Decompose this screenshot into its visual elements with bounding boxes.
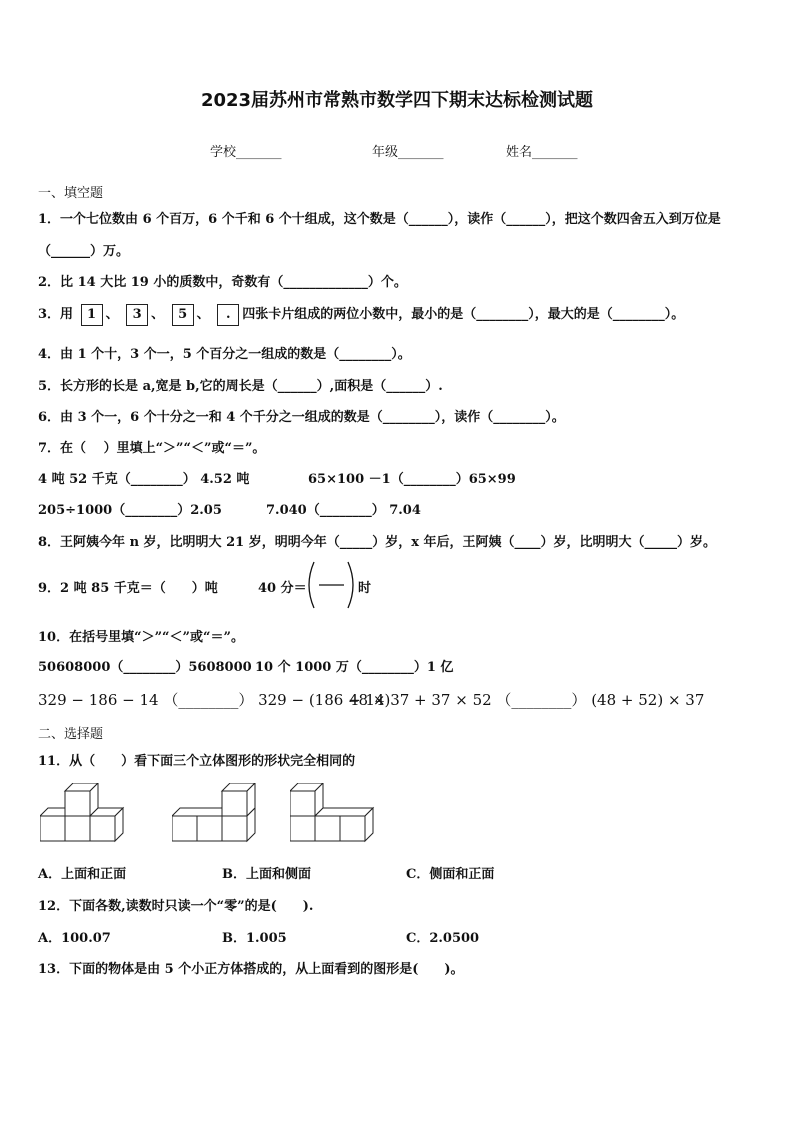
fraction-blank — [304, 560, 358, 610]
cube-figure-2 — [172, 783, 262, 847]
separator: 、 — [196, 307, 210, 322]
section-heading-fill-in: 一、填空题 — [38, 186, 104, 201]
number-card-dot: . — [217, 304, 239, 326]
question-7: 7．在（ ）里填上“＞”“＜”或“＝”。 — [38, 441, 266, 456]
question-10-item-c: 329 − 186 − 14 （________） 329 − (186 − 14) — [38, 691, 391, 709]
question-10-item-b: 10 个 1000 万（________）1 亿 — [255, 660, 454, 675]
page-title: 2023届苏州市常熟市数学四下期末达标检测试题 — [200, 90, 594, 111]
question-10: 10．在括号里填“＞”“＜”或“＝”。 — [38, 630, 244, 645]
separator: 、 — [151, 307, 165, 322]
question-11-option-b: B．上面和侧面 — [222, 867, 311, 882]
question-7-item-a: 4 吨 52 千克（________） 4.52 吨 — [38, 472, 250, 487]
question-11-option-c: C．侧面和正面 — [406, 867, 495, 882]
question-10-item-d: 48 × 37 + 37 × 52 （________） (48 + 52) × 37 — [349, 691, 705, 709]
question-7-item-d: 7.040（________） 7.04 — [266, 503, 421, 518]
question-9-part-b-prefix: 40 分＝ — [258, 581, 307, 596]
question-12-option-b: B．1.005 — [222, 931, 287, 946]
question-8: 8．王阿姨今年 n 岁，比明明大 21 岁，明明今年（_____）岁，x 年后，王阿姨（____）岁，比明明大（_____）岁。 — [38, 535, 716, 550]
question-5: 5．长方形的长是 a,宽是 b,它的周长是（______）,面积是（______）. — [38, 379, 443, 394]
question-4: 4．由 1 个十，3 个一，5 个百分之一组成的数是（________）。 — [38, 347, 411, 362]
question-2: 2．比 14 大比 19 小的质数中，奇数有（_____________）个。 — [38, 275, 407, 290]
school-field: 学校_______ — [210, 145, 282, 160]
question-7-item-b: 65×100 －1（________）65×99 — [308, 472, 516, 487]
question-7-item-c: 205÷1000（________）2.05 — [38, 503, 222, 518]
question-9-part-a: 9．2 吨 85 千克＝（ ）吨 — [38, 581, 218, 596]
question-9-part-b-suffix: 时 — [358, 581, 372, 596]
question-11: 11．从（ ）看下面三个立体图形的形状完全相同的 — [38, 754, 356, 769]
question-12-option-a: A．100.07 — [38, 931, 111, 946]
question-1-line-2: （______）万。 — [38, 244, 130, 259]
question-3-suffix: 四张卡片组成的两位小数中，最小的是（________），最大的是（________）。 — [242, 307, 685, 322]
section-heading-choice: 二、选择题 — [38, 727, 104, 742]
question-12: 12．下面各数,读数时只读一个“零”的是( ). — [38, 899, 314, 914]
question-12-option-c: C．2.0500 — [406, 931, 480, 946]
number-card-3: 3 — [126, 304, 148, 326]
question-13: 13．下面的物体是由 5 个小正方体搭成的，从上面看到的图形是( )。 — [38, 962, 464, 977]
cube-figure-3 — [290, 783, 380, 847]
separator: 、 — [105, 307, 119, 322]
grade-field: 年级_______ — [372, 145, 444, 160]
name-field: 姓名_______ — [506, 145, 578, 160]
question-11-option-a: A．上面和正面 — [38, 867, 127, 882]
number-card-5: 5 — [172, 304, 194, 326]
question-3 — [38, 303, 684, 326]
question-1-line-1: 1．一个七位数由 6 个百万，6 个千和 6 个十组成，这个数是（______），读作（______），把这个数四舍五入到万位是 — [38, 212, 721, 227]
number-card-1: 1 — [81, 304, 103, 326]
question-10-item-a: 50608000（________）5608000 — [38, 660, 252, 675]
question-6: 6．由 3 个一，6 个十分之一和 4 个千分之一组成的数是（________），读作（________）。 — [38, 410, 565, 425]
cube-figure-1 — [40, 783, 130, 847]
question-3-prefix: 3．用 — [38, 307, 74, 322]
